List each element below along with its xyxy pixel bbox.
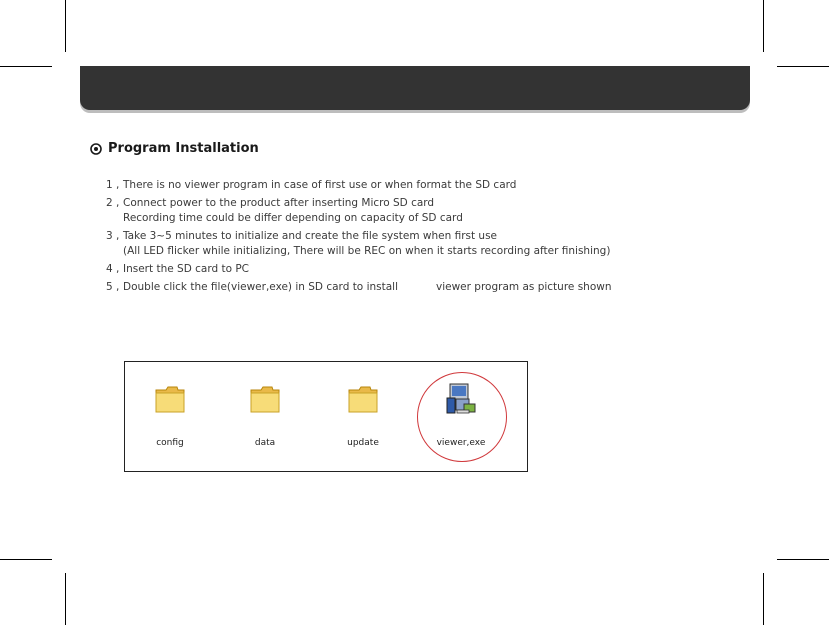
list-item xyxy=(106,262,806,277)
folder-data[interactable] xyxy=(225,382,305,448)
folder-config[interactable] xyxy=(130,382,210,448)
file-name: data xyxy=(254,438,276,448)
header-bar xyxy=(80,66,750,110)
crop-mark xyxy=(65,0,66,52)
instruction-list xyxy=(106,178,806,298)
crop-mark xyxy=(0,559,52,560)
crop-mark xyxy=(65,573,66,625)
file-name: update xyxy=(347,438,379,448)
step-subtext: Recording time could be differ depending on capacity of SD card xyxy=(123,212,463,224)
file-name: viewer,exe xyxy=(436,438,486,448)
step-text: Double click the file(viewer,exe) in SD card to install xyxy=(123,281,398,293)
target-bullet-icon xyxy=(90,143,102,155)
section-title: Program Installation xyxy=(108,141,259,156)
step-text: Insert the SD card to PC xyxy=(123,263,249,275)
list-item xyxy=(106,229,806,259)
list-item xyxy=(106,178,806,193)
highlight-circle xyxy=(417,372,507,462)
folder-icon xyxy=(153,382,187,416)
folder-icon xyxy=(248,382,282,416)
crop-mark xyxy=(777,559,829,560)
folder-icon xyxy=(346,382,380,416)
step-subtext: (All LED flicker while initializing, There will be REC on when it starts recording after finishing) xyxy=(123,245,611,257)
list-item xyxy=(106,280,806,295)
step-text: Take 3~5 minutes to initialize and create the file system when first use xyxy=(123,230,498,242)
section-heading xyxy=(90,141,259,156)
step-text: Connect power to the product after inserting Micro SD card xyxy=(123,197,435,209)
list-item xyxy=(106,196,806,226)
file-name: config xyxy=(156,438,184,448)
step-number: 2 , xyxy=(106,197,120,209)
step-number: 5 , xyxy=(106,281,120,293)
step-text: There is no viewer program in case of first use or when format the SD card xyxy=(123,179,517,191)
file-explorer-view xyxy=(124,361,528,472)
crop-mark xyxy=(763,0,764,52)
step-number: 1 , xyxy=(106,179,120,191)
step-text: viewer program as picture shown xyxy=(436,281,612,293)
step-number: 4 , xyxy=(106,263,120,275)
folder-update[interactable] xyxy=(323,382,403,448)
crop-mark xyxy=(763,573,764,625)
crop-mark xyxy=(777,66,829,67)
step-number: 3 , xyxy=(106,230,120,242)
crop-mark xyxy=(0,66,52,67)
